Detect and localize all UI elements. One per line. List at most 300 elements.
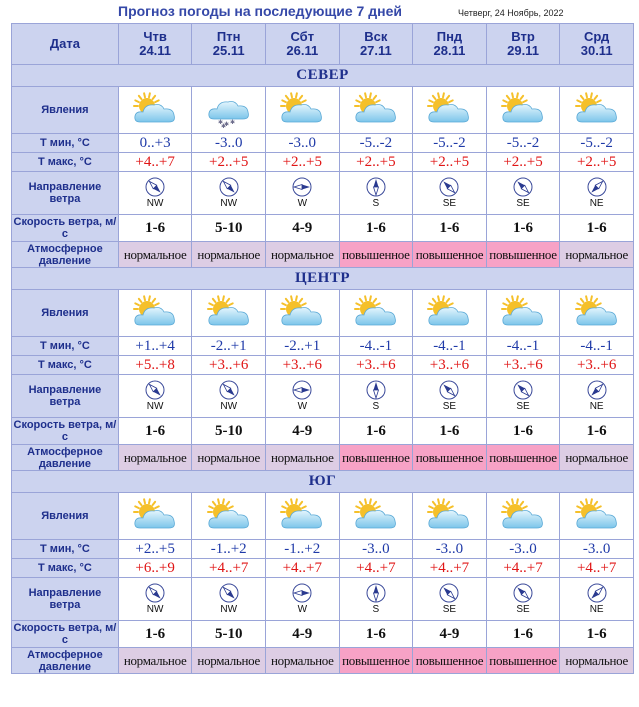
page-title: Прогноз погоды на последующие 7 дней bbox=[118, 3, 402, 19]
wind-direction-code: NW bbox=[146, 401, 164, 412]
weather-cell bbox=[339, 493, 413, 540]
wind-speed-cell bbox=[339, 418, 413, 445]
tmax-cell bbox=[192, 356, 266, 375]
day-name: Сбт bbox=[290, 29, 315, 44]
day-name: Срд bbox=[584, 29, 610, 44]
wind-indicator bbox=[560, 380, 633, 412]
pressure-cell: повышенное bbox=[413, 445, 487, 471]
cloud-snow-icon bbox=[204, 91, 254, 129]
forecast-table bbox=[11, 23, 634, 674]
wind-direction-code: W bbox=[297, 198, 308, 209]
sun-cloud-icon bbox=[130, 294, 180, 332]
wind-direction-code: NE bbox=[589, 401, 604, 412]
tmax-cell bbox=[486, 153, 560, 172]
wind-indicator bbox=[340, 380, 413, 412]
tmin-cell bbox=[192, 540, 266, 559]
region-title: ЦЕНТР bbox=[12, 268, 634, 290]
compass-icon bbox=[145, 380, 165, 400]
wind-speed-value: 1-6 bbox=[513, 626, 534, 642]
wind-direction-cell bbox=[339, 172, 413, 215]
tmax-value: +2..+5 bbox=[576, 154, 617, 170]
wind-direction-code: NW bbox=[220, 198, 238, 209]
tmin-row bbox=[12, 134, 634, 153]
sun-cloud-icon bbox=[277, 91, 327, 129]
tmin-value: -2..+1 bbox=[284, 338, 321, 354]
wind-indicator bbox=[119, 177, 192, 209]
wind-indicator bbox=[266, 177, 339, 209]
pressure-label: Атмосферное давление bbox=[12, 445, 119, 471]
wind-direction-row bbox=[12, 172, 634, 215]
weather-cell bbox=[413, 493, 487, 540]
wind-speed-cell bbox=[266, 621, 340, 648]
weather-cell bbox=[413, 87, 487, 134]
tmax-label: Т макс, °С bbox=[12, 356, 119, 375]
tmin-value: -1..+2 bbox=[210, 541, 247, 557]
tmax-cell bbox=[118, 356, 192, 375]
compass-icon bbox=[366, 177, 386, 197]
wind-speed-value: 1-6 bbox=[586, 626, 607, 642]
tmax-value: +3..+6 bbox=[356, 357, 396, 373]
pressure-cell: нормальное bbox=[266, 445, 340, 471]
tmax-value: +4..+7 bbox=[429, 560, 470, 576]
tmin-value: +1..+4 bbox=[135, 338, 175, 354]
tmin-cell bbox=[339, 337, 413, 356]
region-row bbox=[12, 65, 634, 87]
tmin-value: -4..-1 bbox=[580, 338, 613, 354]
day-header bbox=[192, 24, 266, 65]
tmax-cell bbox=[339, 559, 413, 578]
tmin-value: -5..-2 bbox=[433, 135, 466, 151]
svg-text:✱: ✱ bbox=[223, 121, 229, 128]
tmin-cell bbox=[118, 540, 192, 559]
tmax-value: +3..+6 bbox=[576, 357, 617, 373]
wind-direction-cell bbox=[118, 578, 192, 621]
wind-speed-value: 1-6 bbox=[365, 423, 386, 439]
day-date: 28.11 bbox=[433, 43, 466, 58]
wind-direction-code: SE bbox=[516, 604, 530, 615]
wind-speed-value: 1-6 bbox=[439, 423, 460, 439]
wind-speed-cell bbox=[339, 621, 413, 648]
wind-direction-cell bbox=[266, 172, 340, 215]
wind-direction-code: SE bbox=[442, 401, 457, 412]
wind-direction-code: SE bbox=[516, 401, 530, 412]
tmax-label: Т макс, °С bbox=[12, 559, 119, 578]
weather-cell bbox=[118, 290, 192, 337]
tmax-cell bbox=[192, 559, 266, 578]
wind-speed-value: 1-6 bbox=[145, 220, 166, 236]
tmin-cell bbox=[560, 337, 634, 356]
tmin-value: -3..0 bbox=[214, 135, 243, 151]
wind-direction-cell bbox=[192, 578, 266, 621]
pressure-cell: нормальное bbox=[118, 242, 192, 268]
tmin-cell bbox=[118, 134, 192, 153]
day-name: Чтв bbox=[143, 29, 167, 44]
day-header bbox=[560, 24, 634, 65]
tmax-cell bbox=[560, 356, 634, 375]
compass-icon bbox=[513, 583, 533, 603]
wind-direction-cell bbox=[339, 375, 413, 418]
header-row bbox=[12, 24, 634, 65]
tmin-value: -5..-2 bbox=[359, 135, 393, 151]
compass-icon bbox=[145, 177, 165, 197]
pressure-cell: нормальное bbox=[560, 242, 634, 268]
tmin-cell bbox=[192, 134, 266, 153]
wind-speed-cell bbox=[486, 621, 560, 648]
pressure-label: Атмосферное давление bbox=[12, 242, 119, 268]
wind-speed-value: 1-6 bbox=[439, 220, 460, 236]
tmin-value: -3..0 bbox=[582, 541, 611, 557]
sun-cloud-icon bbox=[498, 91, 548, 129]
pressure-cell: повышенное bbox=[339, 242, 413, 268]
tmin-cell bbox=[339, 540, 413, 559]
wind-speed-value: 4-9 bbox=[292, 423, 313, 439]
tmin-cell bbox=[486, 540, 560, 559]
tmin-value: -4..-1 bbox=[506, 338, 540, 354]
wind-direction-code: S bbox=[372, 604, 380, 615]
weather-cell bbox=[486, 87, 560, 134]
wind-direction-code: SE bbox=[442, 604, 457, 615]
tmax-cell bbox=[266, 153, 340, 172]
weather-cell bbox=[266, 290, 340, 337]
tmax-cell bbox=[339, 356, 413, 375]
tmin-cell bbox=[486, 134, 560, 153]
pressure-cell: нормальное bbox=[118, 445, 192, 471]
wind-speed-label: Скорость ветра, м/с bbox=[12, 621, 119, 648]
sun-cloud-icon bbox=[424, 294, 474, 332]
tmax-value: +4..+7 bbox=[209, 560, 249, 576]
day-date: 26.11 bbox=[286, 43, 319, 58]
tmin-row bbox=[12, 337, 634, 356]
tmax-cell bbox=[192, 153, 266, 172]
pressure-cell: нормальное bbox=[118, 648, 192, 674]
weather-cell bbox=[486, 493, 560, 540]
tmin-cell bbox=[192, 337, 266, 356]
wind-speed-cell bbox=[413, 621, 487, 648]
tmin-cell bbox=[560, 540, 634, 559]
wind-speed-cell bbox=[192, 621, 266, 648]
tmax-cell bbox=[413, 153, 487, 172]
tmin-value: -2..+1 bbox=[210, 338, 247, 354]
wind-direction-row bbox=[12, 375, 634, 418]
compass-icon bbox=[513, 380, 533, 400]
sun-cloud-icon bbox=[130, 497, 180, 535]
compass-icon bbox=[219, 583, 239, 603]
wind-direction-code: NW bbox=[220, 401, 238, 412]
tmin-value: -4..-1 bbox=[433, 338, 466, 354]
pressure-label: Атмосферное давление bbox=[12, 648, 119, 674]
tmax-cell bbox=[560, 153, 634, 172]
wind-indicator bbox=[192, 380, 265, 412]
tmax-cell bbox=[486, 559, 560, 578]
wind-speed-value: 1-6 bbox=[365, 220, 386, 236]
wind-speed-value: 1-6 bbox=[513, 423, 534, 439]
wind-direction-code: NE bbox=[589, 198, 604, 209]
pressure-row bbox=[12, 242, 634, 268]
day-date: 27.11 bbox=[359, 43, 392, 58]
wind-speed-cell bbox=[560, 621, 634, 648]
wind-speed-value: 5-10 bbox=[214, 423, 243, 439]
sun-cloud-icon bbox=[498, 294, 548, 332]
wind-speed-cell bbox=[118, 621, 192, 648]
compass-icon bbox=[587, 177, 607, 197]
wind-direction-cell bbox=[486, 578, 560, 621]
weather-cell bbox=[192, 493, 266, 540]
tmax-value: +4..+7 bbox=[503, 560, 543, 576]
pressure-cell: повышенное bbox=[486, 445, 560, 471]
compass-icon bbox=[439, 177, 459, 197]
wind-direction-code: S bbox=[372, 401, 380, 412]
phenomena-row bbox=[12, 493, 634, 540]
tmax-cell bbox=[413, 356, 487, 375]
phenomena-row bbox=[12, 290, 634, 337]
wind-direction-cell bbox=[413, 375, 487, 418]
tmin-cell bbox=[413, 337, 487, 356]
tmax-cell bbox=[266, 559, 340, 578]
date-header: Дата bbox=[12, 24, 119, 65]
wind-speed-value: 4-9 bbox=[292, 220, 313, 236]
tmin-row bbox=[12, 540, 634, 559]
compass-icon bbox=[366, 380, 386, 400]
tmin-value: -4..-1 bbox=[359, 338, 393, 354]
tmin-cell bbox=[339, 134, 413, 153]
tmax-cell bbox=[118, 153, 192, 172]
tmin-value: -1..+2 bbox=[284, 541, 321, 557]
pressure-cell: нормальное bbox=[560, 445, 634, 471]
wind-speed-label: Скорость ветра, м/с bbox=[12, 418, 119, 445]
svg-text:✱: ✱ bbox=[217, 119, 223, 126]
tmax-value: +3..+6 bbox=[209, 357, 249, 373]
tmax-value: +2..+5 bbox=[282, 154, 322, 170]
day-date: 24.11 bbox=[139, 43, 172, 58]
pressure-cell: повышенное bbox=[413, 242, 487, 268]
wind-direction-code: SE bbox=[516, 198, 530, 209]
wind-speed-value: 1-6 bbox=[145, 626, 166, 642]
wind-speed-cell bbox=[266, 215, 340, 242]
sun-cloud-icon bbox=[424, 497, 474, 535]
weather-cell bbox=[486, 290, 560, 337]
tmax-cell bbox=[560, 559, 634, 578]
tmin-cell bbox=[266, 337, 340, 356]
tmax-cell bbox=[339, 153, 413, 172]
tmin-cell bbox=[413, 134, 487, 153]
wind-direction-code: NW bbox=[146, 604, 164, 615]
tmax-value: +4..+7 bbox=[576, 560, 617, 576]
phenomena-label: Явления bbox=[12, 493, 119, 540]
wind-direction-cell bbox=[560, 172, 634, 215]
tmax-row bbox=[12, 153, 634, 172]
wind-speed-label: Скорость ветра, м/с bbox=[12, 215, 119, 242]
wind-indicator bbox=[192, 177, 265, 209]
weather-cell bbox=[560, 87, 634, 134]
wind-direction-cell bbox=[192, 375, 266, 418]
wind-speed-cell bbox=[192, 215, 266, 242]
pressure-cell: повышенное bbox=[486, 648, 560, 674]
tmax-value: +2..+5 bbox=[429, 154, 470, 170]
wind-speed-value: 1-6 bbox=[365, 626, 386, 642]
tmax-cell bbox=[118, 559, 192, 578]
compass-icon bbox=[292, 380, 312, 400]
sun-cloud-icon bbox=[351, 91, 401, 129]
tmin-cell bbox=[266, 540, 340, 559]
pressure-row bbox=[12, 445, 634, 471]
sun-cloud-icon bbox=[130, 91, 180, 129]
wind-direction-row bbox=[12, 578, 634, 621]
wind-direction-cell bbox=[192, 172, 266, 215]
wind-direction-cell bbox=[413, 578, 487, 621]
wind-direction-cell bbox=[560, 578, 634, 621]
wind-direction-cell bbox=[413, 172, 487, 215]
wind-direction-cell bbox=[266, 578, 340, 621]
phenomena-label: Явления bbox=[12, 290, 119, 337]
wind-indicator bbox=[413, 177, 486, 209]
phenomena-label: Явления bbox=[12, 87, 119, 134]
day-date: 29.11 bbox=[507, 43, 539, 58]
current-date: Четверг, 24 Ноябрь, 2022 bbox=[458, 8, 564, 18]
weather-cell bbox=[118, 87, 192, 134]
day-name: Птн bbox=[216, 29, 241, 44]
tmax-value: +6..+9 bbox=[135, 560, 175, 576]
region-row bbox=[12, 471, 634, 493]
wind-direction-code: S bbox=[372, 198, 380, 209]
wind-direction-code: NE bbox=[589, 604, 604, 615]
sun-cloud-icon bbox=[204, 497, 254, 535]
day-header bbox=[486, 24, 560, 65]
weather-cell bbox=[266, 493, 340, 540]
tmin-value: -3..0 bbox=[509, 541, 537, 557]
pressure-cell: нормальное bbox=[192, 242, 266, 268]
wind-speed-row bbox=[12, 215, 634, 242]
tmin-value: 0..+3 bbox=[139, 135, 171, 151]
weather-cell bbox=[339, 87, 413, 134]
wind-speed-value: 1-6 bbox=[586, 220, 607, 236]
weather-cell bbox=[413, 290, 487, 337]
wind-indicator bbox=[340, 177, 413, 209]
wind-direction-cell bbox=[486, 172, 560, 215]
compass-icon bbox=[587, 583, 607, 603]
tmin-value: -5..-2 bbox=[580, 135, 613, 151]
pressure-cell: нормальное bbox=[192, 648, 266, 674]
wind-direction-label: Направление ветра bbox=[12, 172, 119, 215]
tmax-value: +2..+5 bbox=[356, 154, 396, 170]
day-header bbox=[266, 24, 340, 65]
pressure-cell: повышенное bbox=[486, 242, 560, 268]
tmax-value: +4..+7 bbox=[282, 560, 322, 576]
tmin-cell bbox=[486, 337, 560, 356]
weather-cell bbox=[192, 290, 266, 337]
tmin-label: Т мин, °С bbox=[12, 337, 119, 356]
tmin-cell bbox=[413, 540, 487, 559]
tmin-cell bbox=[560, 134, 634, 153]
tmin-cell bbox=[118, 337, 192, 356]
compass-icon bbox=[292, 177, 312, 197]
wind-speed-cell bbox=[118, 215, 192, 242]
wind-indicator bbox=[119, 583, 192, 615]
weather-cell bbox=[560, 493, 634, 540]
wind-direction-code: NW bbox=[146, 198, 164, 209]
wind-speed-value: 5-10 bbox=[214, 626, 243, 642]
compass-icon bbox=[439, 583, 459, 603]
tmax-value: +5..+8 bbox=[135, 357, 175, 373]
wind-indicator bbox=[487, 177, 560, 209]
weather-cell bbox=[339, 290, 413, 337]
day-name: Вск bbox=[364, 29, 388, 44]
region-title: ЮГ bbox=[12, 471, 634, 493]
wind-direction-code: W bbox=[297, 401, 308, 412]
wind-direction-cell bbox=[560, 375, 634, 418]
wind-speed-row bbox=[12, 418, 634, 445]
region-title: СЕВЕР bbox=[12, 65, 634, 87]
wind-speed-cell bbox=[560, 215, 634, 242]
pressure-cell: нормальное bbox=[266, 242, 340, 268]
tmax-value: +3..+6 bbox=[429, 357, 470, 373]
sun-cloud-icon bbox=[572, 497, 622, 535]
tmax-label: Т макс, °С bbox=[12, 153, 119, 172]
wind-direction-code: W bbox=[297, 604, 308, 615]
wind-direction-cell bbox=[118, 172, 192, 215]
wind-speed-value: 4-9 bbox=[439, 626, 460, 642]
tmax-value: +2..+5 bbox=[503, 154, 543, 170]
day-date: 25.11 bbox=[212, 43, 245, 58]
sun-cloud-icon bbox=[572, 294, 622, 332]
tmin-value: -3..0 bbox=[435, 541, 464, 557]
wind-indicator bbox=[266, 583, 339, 615]
wind-indicator bbox=[266, 380, 339, 412]
weather-cell bbox=[192, 87, 266, 134]
wind-speed-cell bbox=[486, 215, 560, 242]
pressure-row bbox=[12, 648, 634, 674]
tmin-value: -3..0 bbox=[362, 541, 390, 557]
compass-icon bbox=[513, 177, 533, 197]
wind-speed-value: 1-6 bbox=[513, 220, 534, 236]
wind-direction-code: NW bbox=[220, 604, 238, 615]
phenomena-row bbox=[12, 87, 634, 134]
tmax-value: +4..+7 bbox=[356, 560, 396, 576]
pressure-cell: нормальное bbox=[192, 445, 266, 471]
tmax-cell bbox=[486, 356, 560, 375]
sun-cloud-icon bbox=[498, 497, 548, 535]
compass-icon bbox=[292, 583, 312, 603]
wind-speed-value: 1-6 bbox=[586, 423, 607, 439]
compass-icon bbox=[439, 380, 459, 400]
wind-speed-row bbox=[12, 621, 634, 648]
wind-indicator bbox=[192, 583, 265, 615]
wind-speed-cell bbox=[266, 418, 340, 445]
compass-icon bbox=[145, 583, 165, 603]
sun-cloud-icon bbox=[277, 294, 327, 332]
tmax-cell bbox=[413, 559, 487, 578]
compass-icon bbox=[219, 177, 239, 197]
tmax-row bbox=[12, 559, 634, 578]
day-date: 30.11 bbox=[580, 43, 613, 58]
wind-indicator bbox=[560, 583, 633, 615]
wind-speed-cell bbox=[560, 418, 634, 445]
sun-cloud-icon bbox=[572, 91, 622, 129]
wind-speed-cell bbox=[413, 418, 487, 445]
compass-icon bbox=[587, 380, 607, 400]
compass-icon bbox=[366, 583, 386, 603]
tmin-value: -3..0 bbox=[288, 135, 317, 151]
day-name: Втр bbox=[511, 29, 535, 44]
sun-cloud-icon bbox=[351, 294, 401, 332]
wind-speed-value: 5-10 bbox=[214, 220, 243, 236]
sun-cloud-icon bbox=[277, 497, 327, 535]
wind-direction-cell bbox=[339, 578, 413, 621]
tmax-value: +2..+5 bbox=[209, 154, 249, 170]
day-name: Пнд bbox=[436, 29, 463, 44]
wind-speed-cell bbox=[118, 418, 192, 445]
wind-indicator bbox=[340, 583, 413, 615]
pressure-cell: нормальное bbox=[266, 648, 340, 674]
